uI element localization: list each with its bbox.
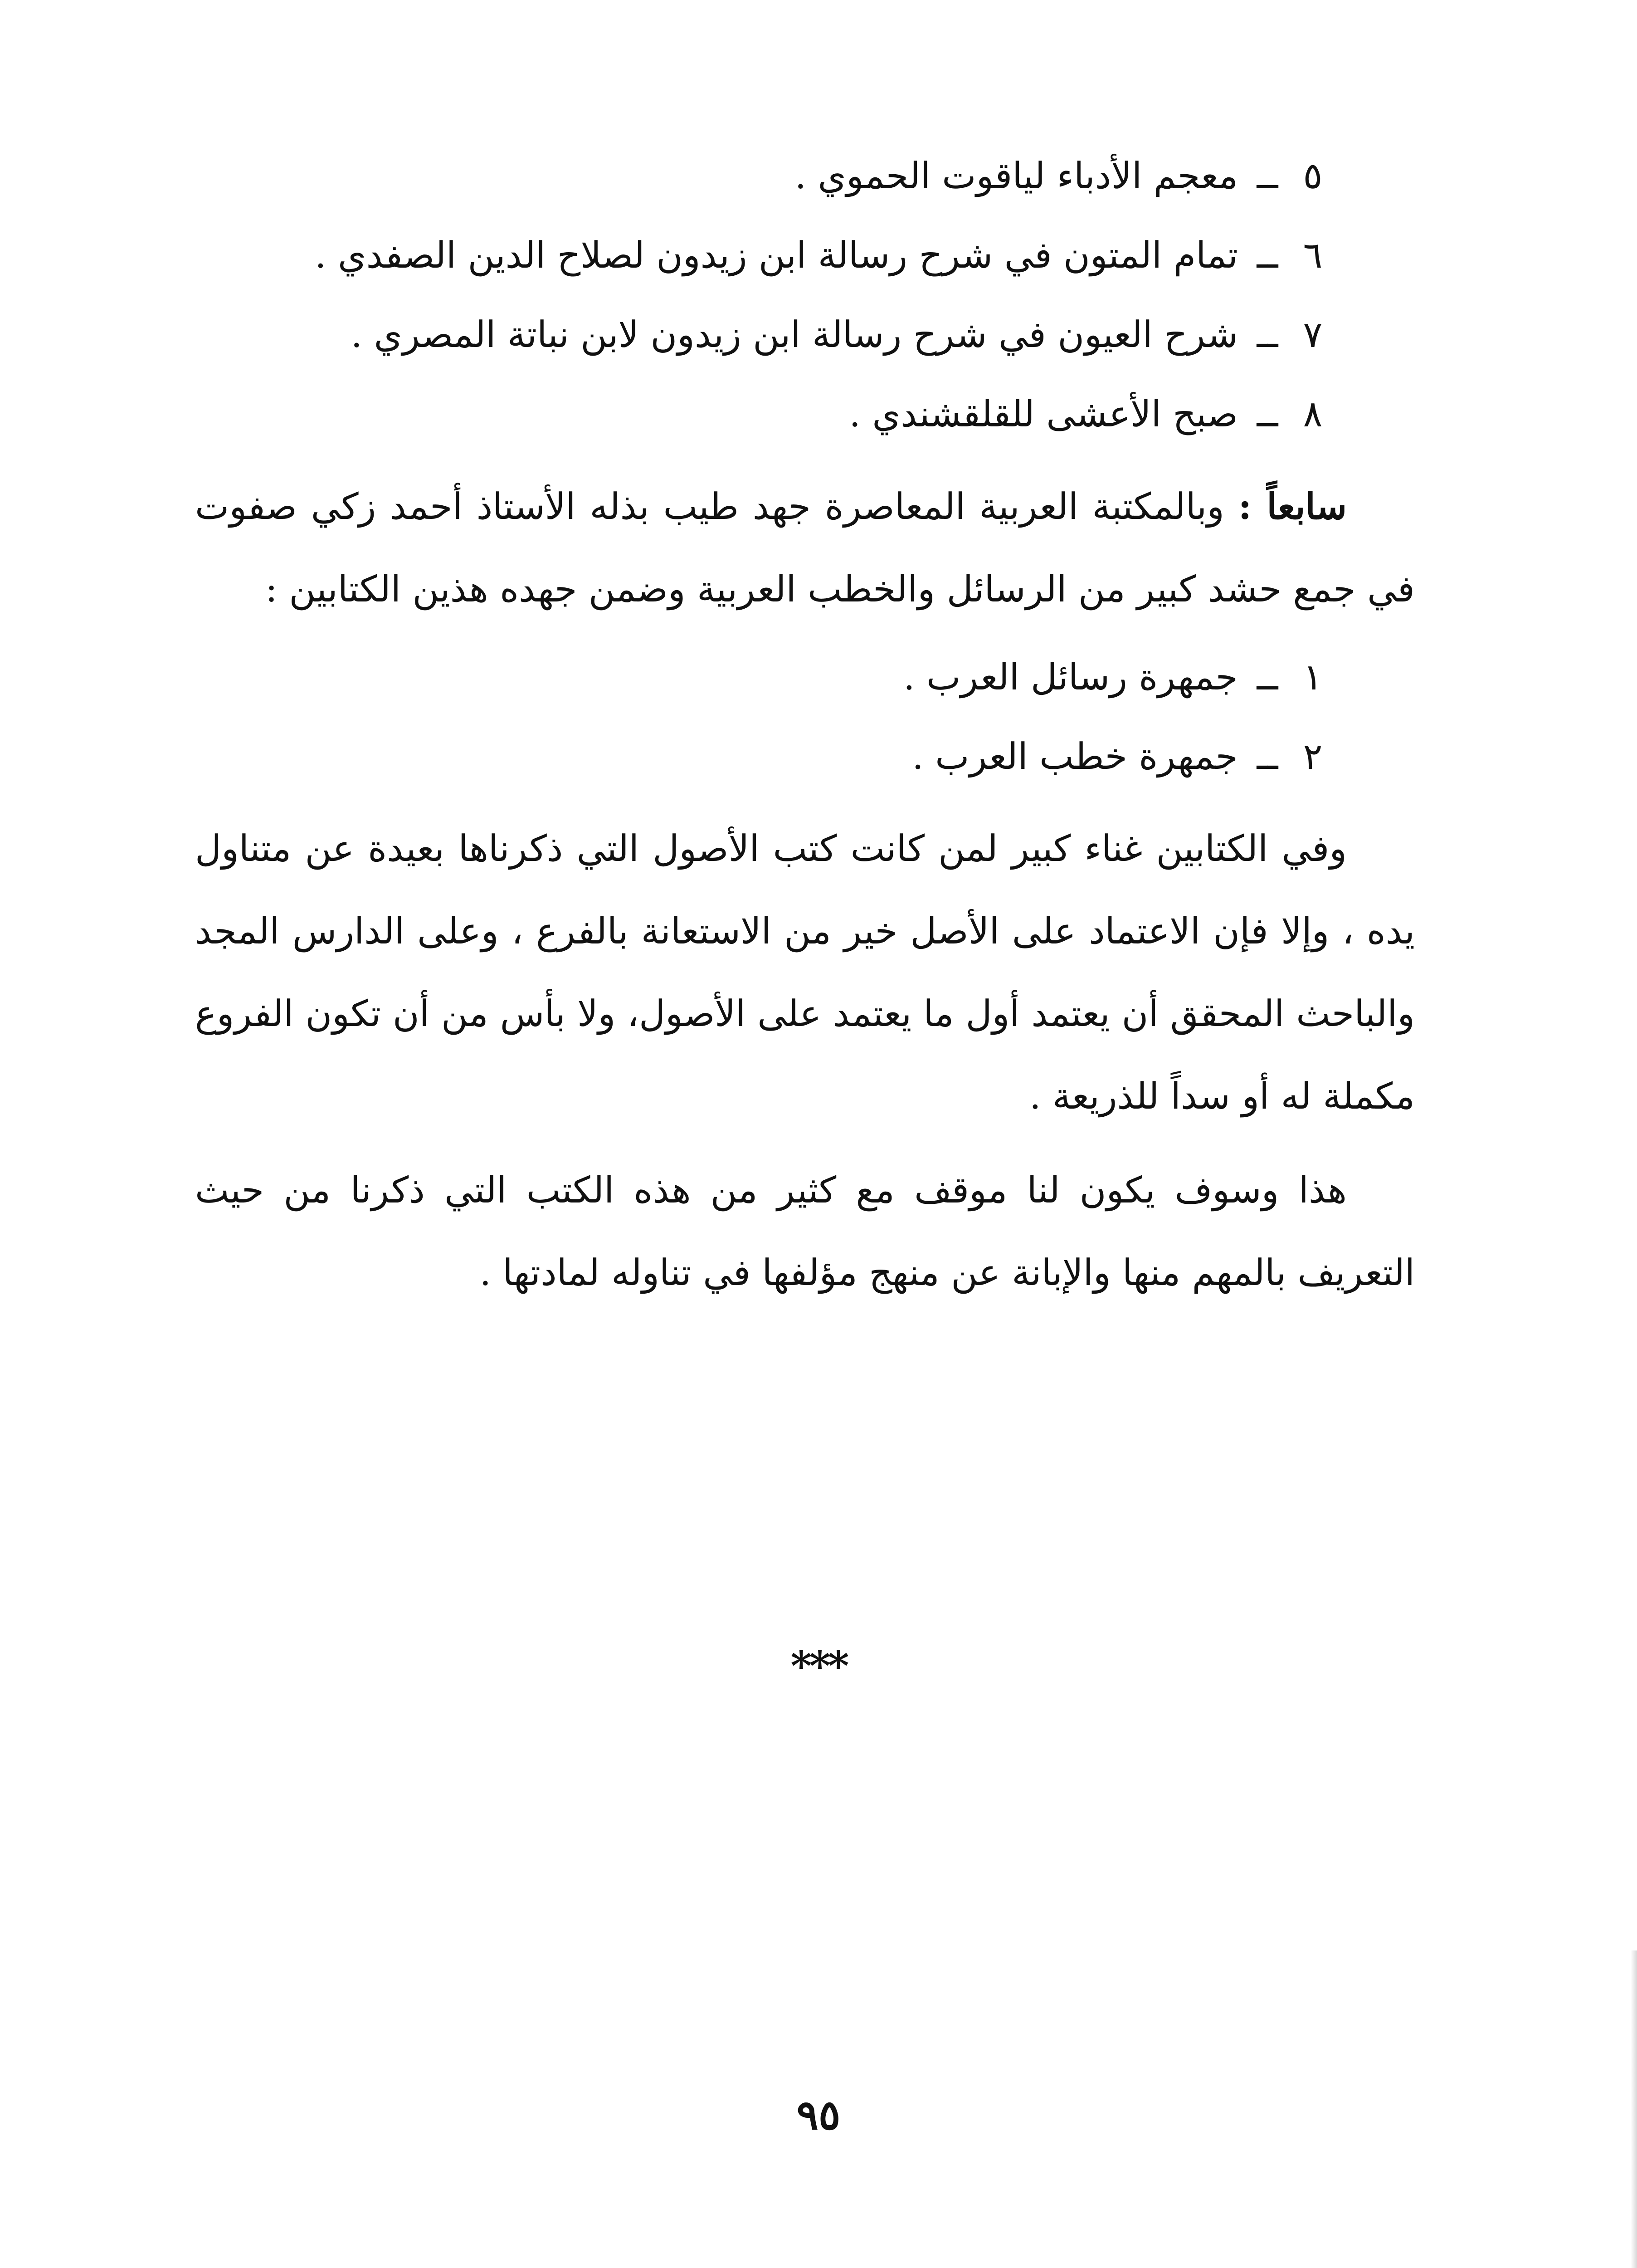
list-item-number: ٦ [1303, 234, 1323, 276]
list-item [195, 136, 1329, 215]
list-item [195, 295, 1329, 374]
list-item [195, 374, 1329, 454]
paragraph-books: وفي الكتابين غناء كبير لمن كانت كتب الأصول التي ذكرناها بعيدة عن متناول يده ، وإلا فإن الاعتماد على الأصل خير من الاستعانة بالفرع ، وعلى الدارس المجد والباحث المحقق أن يعتمد أول ما يعتمد على الأصول، ولا بأس من أن تكون الفروع مكملة له أو سداً للذريعة . [195, 827, 1415, 1117]
paragraph-lead: سابعاً : [1238, 485, 1347, 528]
page-body [195, 136, 1415, 1314]
list-item-text: جمهرة خطب العرب . [912, 735, 1238, 777]
list-item-dash: ــ [1257, 393, 1278, 435]
list-item-number: ١ [1303, 656, 1323, 698]
list-item-text: تمام المتون في شرح رسالة ابن زيدون لصلاح الدين الصفدي . [315, 234, 1238, 276]
list-item [195, 717, 1329, 796]
scan-edge-shadow [1631, 1950, 1637, 2268]
list-item-number: ٥ [1303, 155, 1323, 197]
list-item-number: ٢ [1303, 735, 1323, 777]
list-item-dash: ــ [1257, 656, 1278, 698]
list-item-text: جمهرة رسائل العرب . [903, 656, 1238, 698]
paragraph-closing: هذا وسوف يكون لنا موقف مع كثير من هذه الكتب التي ذكرنا من حيث التعريف بالمهم منها والإبانة عن منهج مؤلفها في تناوله لمادتها . [195, 1169, 1415, 1294]
list-item-dash: ــ [1257, 313, 1278, 356]
list-item [195, 637, 1329, 717]
list-item-number: ٨ [1303, 393, 1323, 435]
list-item-text: معجم الأدباء لياقوت الحموي . [794, 155, 1238, 197]
list-item-text: صبح الأعشى للقلقشندي . [849, 393, 1238, 435]
list-item [195, 215, 1329, 295]
paragraph-seventh [195, 465, 1415, 631]
list-item-number: ٧ [1303, 313, 1323, 356]
section-separator: *** [790, 1642, 847, 1690]
list-item-text: شرح العيون في شرح رسالة ابن زيدون لابن نباتة المصري . [351, 313, 1238, 356]
list-item-dash: ــ [1257, 234, 1278, 276]
list-item-dash: ــ [1257, 155, 1278, 197]
list-item-dash: ــ [1257, 735, 1278, 777]
compendium-list [195, 637, 1415, 796]
source-list-continued [195, 136, 1415, 454]
page-number: ٩٥ [796, 2091, 841, 2139]
paragraph-body: وبالمكتبة العربية المعاصرة جهد طيب بذله الأستاذ أحمد زكي صفوت في جمع حشد كبير من الرسائل والخطب العربية وضمن جهده هذين الكتابين : [195, 485, 1415, 610]
